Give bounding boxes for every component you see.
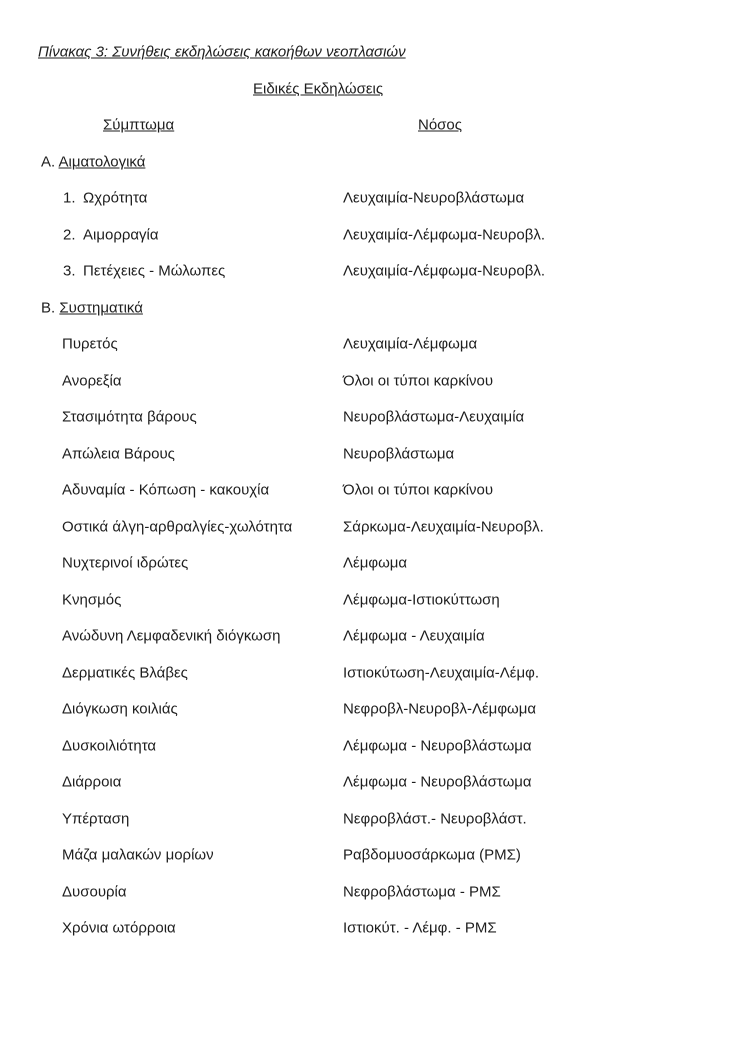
symptom-cell: Οστικά άλγη-αρθραλγίες-χωλότητα [62,518,293,536]
row-number: 1. [63,189,76,207]
table-row [0,910,750,947]
disease-cell: Νεφροβλάστωμα - ΡΜΣ [343,883,501,901]
table-row [0,728,750,765]
table-row [0,217,750,254]
section-label: Β. [41,299,56,317]
disease-cell: Σάρκωμα-Λευχαιμία-Νευροβλ. [343,518,544,536]
row-number: 2. [63,226,76,244]
section-heading [41,153,145,170]
disease-cell: Λέμφωμα - Νευροβλάστωμα [343,773,532,791]
symptom-cell: Δερματικές Βλάβες [62,664,188,682]
table-row [0,472,750,509]
section-heading [41,299,143,316]
symptom-cell: Δυσουρία [62,883,127,901]
symptom-cell: Πετέχειες - Μώλωπες [83,262,226,280]
symptom-cell: Αδυναμία - Κόπωση - κακουχία [62,481,270,499]
table-row [0,874,750,911]
disease-cell: Ιστιοκύτωση-Λευχαιμία-Λέμφ. [343,664,540,682]
disease-cell: Νεφροβλάστ.- Νευροβλάστ. [343,810,527,828]
symptom-cell: Κνησμός [62,591,122,609]
symptom-cell: Απώλεια Βάρους [62,445,175,463]
disease-cell: Λέμφωμα-Ιστιοκύττωση [343,591,500,609]
symptom-cell: Διάρροια [62,773,122,791]
subtitle: Ειδικές Εκδηλώσεις [253,80,384,98]
symptom-cell: Αιμορραγία [83,226,159,244]
symptom-cell: Ωχρότητα [83,189,148,207]
column-header-symptom: Σύμπτωμα [103,116,175,134]
disease-cell: Νευροβλάστωμα [343,445,455,463]
symptom-cell: Διόγκωση κοιλιάς [62,700,178,718]
disease-cell: Όλοι οι τύποι καρκίνου [343,481,494,499]
disease-cell: Λευχαιμία-Λέμφωμα-Νευροβλ. [343,262,546,280]
symptom-cell: Ανορεξία [62,372,122,390]
table-row [0,801,750,838]
disease-cell: Νευροβλάστωμα-Λευχαιμία [343,408,525,426]
table-row [0,436,750,473]
disease-cell: Όλοι οι τύποι καρκίνου [343,372,494,390]
symptom-cell: Υπέρταση [62,810,130,828]
section-label: Α. [41,153,56,171]
symptom-cell: Δυσκοιλιότητα [62,737,157,755]
disease-cell: Λευχαιμία-Νευροβλάστωμα [343,189,525,207]
table-row [0,837,750,874]
symptom-cell: Χρόνια ωτόρροια [62,919,176,937]
symptom-cell: Μάζα μαλακών μορίων [62,846,214,864]
disease-cell: Ιστιοκύτ. - Λέμφ. - ΡΜΣ [343,919,497,937]
table-row [0,363,750,400]
table-row [0,582,750,619]
table-body [0,144,750,947]
disease-cell: Λευχαιμία-Λέμφωμα-Νευροβλ. [343,226,546,244]
section-heading-line [0,290,750,327]
section-title: Συστηματικά [59,299,143,317]
table-row [0,545,750,582]
disease-cell: Λέμφωμα - Λευχαιμία [343,627,485,645]
subtitle-line [0,71,750,108]
column-header-disease: Νόσος [418,116,463,134]
symptom-cell: Νυχτερινοί ιδρώτες [62,554,189,572]
disease-cell: Λευχαιμία-Λέμφωμα [343,335,478,353]
table-row [0,180,750,217]
disease-cell: Λέμφωμα - Νευροβλάστωμα [343,737,532,755]
table-row [0,618,750,655]
symptom-cell: Πυρετός [62,335,118,353]
table-caption: Πίνακας 3: Συνήθεις εκδηλώσεις κακοήθων νεοπλασιών [38,43,406,61]
table-row [0,326,750,363]
symptom-cell: Ανώδυνη Λεμφαδενική διόγκωση [62,627,281,645]
symptom-cell: Στασιμότητα βάρους [62,408,197,426]
disease-cell: Νεφροβλ-Νευροβλ-Λέμφωμα [343,700,537,718]
section-title: Αιματολογικά [58,153,146,171]
table-row [0,691,750,728]
table-row [0,764,750,801]
table-row [0,253,750,290]
section-heading-line [0,144,750,181]
disease-cell: Ραβδομυοσάρκωμα (ΡΜΣ) [343,846,521,864]
table-row [0,655,750,692]
column-headers-line [0,107,750,144]
table-caption-line [0,34,750,71]
table-row [0,399,750,436]
table-row [0,509,750,546]
row-number: 3. [63,262,76,280]
disease-cell: Λέμφωμα [343,554,408,572]
